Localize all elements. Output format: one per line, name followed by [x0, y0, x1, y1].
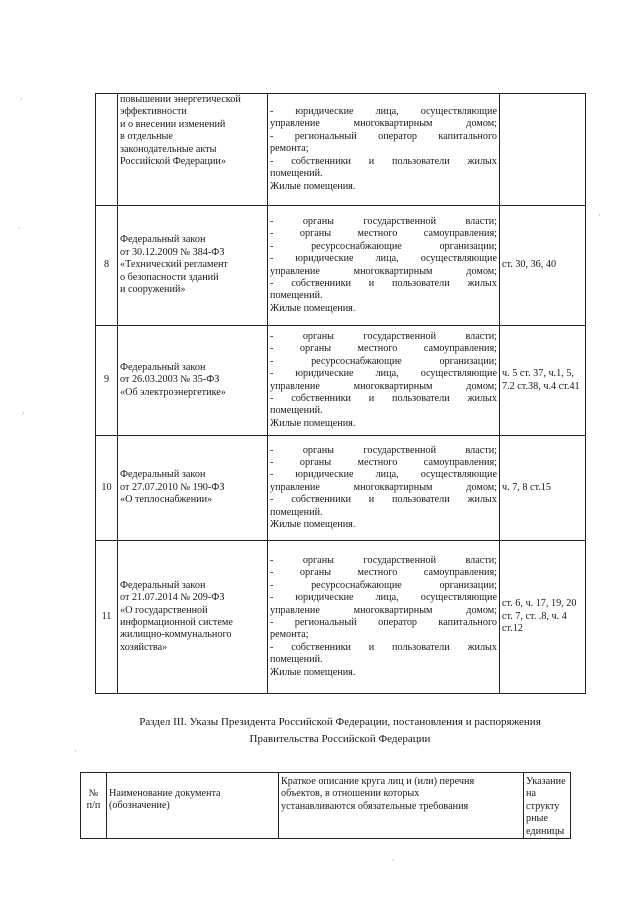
scan-speck: ·	[392, 856, 395, 865]
document-name-line: в отдельные	[120, 131, 173, 143]
description-line: Жилые помещения.	[270, 302, 356, 314]
structural-units: ст. 30, 36, 40	[502, 259, 557, 271]
description-line: - ресурсоснабжающие организации;	[270, 355, 497, 367]
header-ref-line-3: рные	[526, 813, 548, 825]
description-line: - ресурсоснабжающие организации;	[270, 579, 497, 591]
document-name-line: Федеральный закон	[120, 234, 206, 246]
document-name-line: «Технический регламент	[120, 259, 228, 271]
header-name-line-2: (обозначение)	[109, 800, 170, 812]
scan-speck: ·	[18, 224, 21, 233]
description-line: - юридические лица, осуществляющие	[270, 592, 497, 604]
document-name-cell	[118, 541, 268, 694]
description-line: - юридические лица, осуществляющие	[270, 469, 497, 481]
document-name-line: от 21.07.2014 № 209-ФЗ	[120, 592, 225, 604]
description-line: - региональный оператор капитального	[270, 617, 497, 628]
table-row	[96, 436, 586, 541]
structural-units-cell	[500, 541, 586, 694]
description-line: помещений.	[270, 506, 323, 518]
description-cell	[268, 94, 500, 206]
document-name-line: и сооружений»	[120, 284, 186, 296]
scan-speck: ·	[20, 95, 23, 104]
document-name-cell	[118, 436, 268, 541]
description-line: - органы государственной власти;	[270, 330, 497, 342]
header-ref-line-1: Указание	[526, 776, 566, 787]
document-name-line: от 26.03.2003 № 35-ФЗ	[120, 374, 220, 386]
structural-units: ч. 7, 8 ст.15	[502, 481, 551, 493]
header-ref-cell	[524, 773, 571, 839]
description-line: - собственники и пользователи жилых	[270, 641, 497, 653]
description-line: ремонта;	[270, 629, 309, 641]
document-name-line: о безопасности зданий	[120, 271, 219, 283]
description-line: - собственники и пользователи жилых	[270, 155, 497, 167]
description-line: управление многоквартирным домом;	[270, 118, 497, 130]
row-number: 8	[103, 259, 110, 271]
structural-units-cell	[500, 326, 586, 436]
description-line: помещений.	[270, 168, 323, 180]
description-line: - органы государственной власти;	[270, 554, 497, 566]
description-line: - собственники и пользователи жилых	[270, 277, 497, 289]
document-name-line: «О государственной	[120, 604, 208, 616]
table-row	[96, 541, 586, 694]
document-name-line: «О теплоснабжении»	[120, 494, 213, 506]
description-cell	[268, 326, 500, 436]
description-line: - региональный оператор капитального	[270, 130, 497, 142]
description-cell	[268, 436, 500, 541]
description-line: помещений.	[270, 405, 323, 417]
row-number-cell	[96, 94, 118, 206]
table-row	[96, 206, 586, 326]
description-line: управление многоквартирным домом;	[270, 265, 497, 277]
header-row	[81, 773, 571, 839]
description-line: управление многоквартирным домом;	[270, 481, 497, 493]
description-line: - органы местного самоуправления;	[270, 456, 497, 468]
laws-table	[95, 93, 586, 694]
header-number-line-1: №	[88, 788, 99, 799]
description-line: управление многоквартирным домом;	[270, 604, 497, 616]
table-row	[96, 94, 586, 206]
document-name-line: Федеральный закон	[120, 361, 206, 373]
section-title	[95, 714, 585, 748]
description-line: - органы местного самоуправления;	[270, 228, 497, 240]
header-name-line-1: Наименование документа	[109, 788, 221, 799]
description-line: - юридические лица, осуществляющие	[270, 253, 497, 265]
document-name-cell	[118, 326, 268, 436]
section-title-line-1: Раздел III. Указы Президента Российской Федерации, постановления и распоряжения	[139, 716, 541, 728]
header-ref-line-2: на структу	[526, 788, 560, 812]
document-name-line: Федеральный закон	[120, 579, 206, 591]
structural-units: ст. 6, ч. 17, 19, 20 ст. 7, ст. .8, ч. 4 ст.12	[502, 598, 577, 635]
description-line: - юридические лица, осуществляющие	[270, 106, 497, 118]
description-line: - собственники и пользователи жилых	[270, 392, 497, 404]
description-line: - органы государственной власти;	[270, 215, 497, 227]
structural-units-cell	[500, 436, 586, 541]
document-name-line: жилищно-коммунального	[120, 629, 232, 641]
document-name-line: от 30.12.2009 № 384-ФЗ	[120, 246, 225, 258]
document-name-line: информационной системе	[120, 617, 233, 628]
structural-units-cell	[500, 94, 586, 206]
document-name-line: Российской Федерации»	[120, 156, 226, 168]
document-name-cell	[118, 94, 268, 206]
document-name-line: Федеральный закон	[120, 469, 206, 481]
structural-units-cell	[500, 206, 586, 326]
header-number-cell	[81, 773, 107, 839]
document-name-line: и о внесении изменений	[120, 118, 226, 130]
row-number-cell	[96, 541, 118, 694]
section-title-line-2: Правительства Российской Федерации	[249, 733, 431, 745]
header-desc-line-2: объектов, в отношении которых	[281, 788, 420, 800]
document-name-line: законодательные акты	[120, 143, 217, 155]
structural-units: ч. 5 ст. 37, ч.1, 5, 7.2 ст.38, ч.4 ст.41	[502, 368, 580, 392]
document-name-line: «Об электроэнергетике»	[120, 386, 226, 398]
scan-speck: ·	[74, 747, 77, 756]
header-name-cell	[107, 773, 279, 839]
row-number: 10	[101, 481, 112, 493]
description-line: - юридические лица, осуществляющие	[270, 368, 497, 380]
document-name-cell	[118, 206, 268, 326]
header-desc-cell	[279, 773, 524, 839]
description-line: Жилые помещения.	[270, 519, 356, 531]
description-line: - органы местного самоуправления;	[270, 343, 497, 355]
section-3-table-header	[80, 772, 571, 839]
scan-speck: ·	[598, 211, 601, 220]
row-number: 9	[103, 374, 110, 386]
scan-speck: ·	[22, 409, 25, 418]
description-line: Жилые помещения.	[270, 666, 356, 678]
header-ref-line-4: единицы	[526, 825, 565, 837]
description-cell	[268, 206, 500, 326]
description-line: Жилые помещения.	[270, 180, 356, 192]
description-line: - органы местного самоуправления;	[270, 567, 497, 579]
document-name-line: повышении энергетической	[120, 94, 241, 105]
description-line: - собственники и пользователи жилых	[270, 494, 497, 506]
row-number-cell	[96, 326, 118, 436]
description-line: - органы государственной власти;	[270, 444, 497, 456]
description-line: Жилые помещения.	[270, 417, 356, 429]
description-line: ремонта;	[270, 143, 309, 155]
row-number-cell	[96, 206, 118, 326]
header-number-line-2: п/п	[86, 800, 101, 812]
description-cell	[268, 541, 500, 694]
document-name-line: хозяйства»	[120, 641, 168, 653]
description-line: управление многоквартирным домом;	[270, 380, 497, 392]
document-name-line: эффективности	[120, 106, 187, 118]
description-line: помещений.	[270, 654, 323, 666]
header-desc-line-3: устанавливаются обязательные требования	[281, 800, 469, 812]
document-name-line: от 27.07.2010 № 190-ФЗ	[120, 481, 225, 493]
row-number: 11	[101, 610, 112, 622]
table-row	[96, 326, 586, 436]
description-line: - ресурсоснабжающие организации;	[270, 240, 497, 252]
description-line: помещений.	[270, 290, 323, 302]
header-desc-line-1: Краткое описание круга лиц и (или) перечня	[281, 776, 475, 787]
row-number-cell	[96, 436, 118, 541]
